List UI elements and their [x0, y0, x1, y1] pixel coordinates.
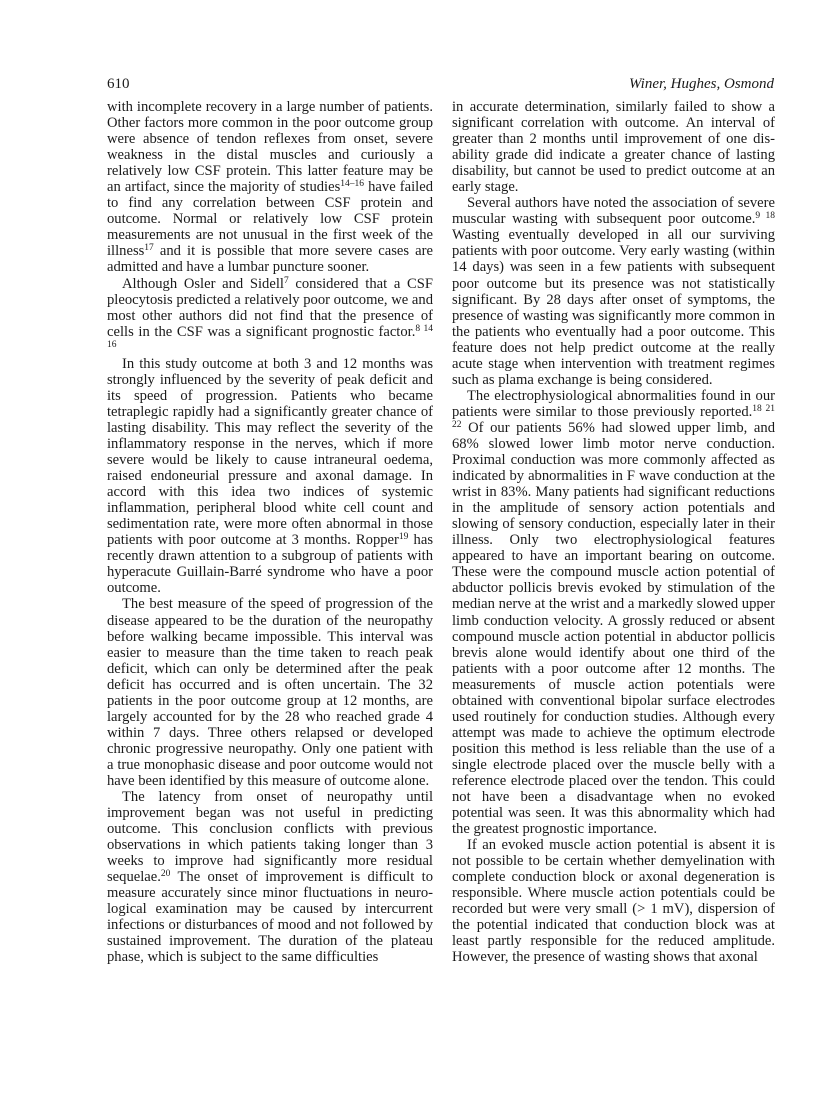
reference-citation: 7: [283, 275, 289, 286]
paragraph-text: The best measure of the speed of progression of the disease appeared to be the duration of the neuropathy before walking became impossible. This interval was easier to measure than the time taken to reach peak deficit, which can only be determined after the peak deficit has occurred and is often uncertain. The 32 patients in the poor outcome group at 12 months, are largely accounted for by the 28 who reached grade 4 within 7 days. Three others relapsed or developed chronic progressive neuropathy. Only one patient with a true monophasic disease and poor outcome would not have been identified by this measure of outcome alone.: [107, 596, 433, 789]
paragraph-text: in accurate determination, similarly failed to show a significant correlation with outcome. An interval of greater than 2 months until improvement of one disability grade did indicate a greater chance of lasting disability, but cannot be used to predict outcome at an early stage.: [452, 99, 775, 196]
paragraph-text: Several authors have noted the association of severe muscular wasting with subsequent poor outcome.: [452, 195, 775, 228]
body-paragraph: [452, 837, 775, 965]
body-paragraph: [107, 789, 433, 966]
paragraph-text: The onset of improvement is difficult to measure accurately since minor fluctuations in neurological examination may be caused by intercurrent infections or disturbances of mood and not followed by sustained improvement. The duration of the plateau phase, which is subject to the same difficulties: [107, 869, 433, 966]
left-column: [107, 99, 433, 966]
paragraph-text: have failed to find any correlation between CSF protein and outcome. Normal or relatively low CSF protein measurements are not unusual in the first week of the illness: [107, 179, 433, 260]
paragraph-text: The electrophysiological abnormalities found in our patients were similar to those previously reported.: [452, 387, 775, 420]
right-column: [452, 99, 775, 966]
paragraph-text: and it is possible that more severe cases are admitted and have a lumbar puncture sooner.: [107, 243, 433, 276]
body-paragraph: [452, 195, 775, 388]
paragraph-text: In this study outcome at both 3 and 12 months was strongly influenced by the severity of peak deficit and its speed of progression. Patients who became tetraplegic rapidly had a significantly greater chance of lasting disability. This may reflect the severity of the inflammatory response in the nerves, which if more severe would be likely to cause intraneural oedema, raised endoneurial pressure and axonal damage. In accord with this idea two indices of systemic inflammation, peripheral blood white cell count and sedimentation rate, were more often abnormal in those patients with poor outcome at 3 months. Ropper: [107, 355, 433, 549]
running-head-authors: Winer, Hughes, Osmond: [629, 76, 774, 92]
body-paragraph: [107, 596, 433, 789]
body-paragraph: [107, 276, 433, 356]
reference-citation: 17: [144, 243, 154, 254]
paragraph-text: The latency from onset of neuropathy until improvement began was not useful in predicting outcome. This conclusion conflicts with previous observations in which patients taking longer than 3 weeks to improve had significantly more residual sequelae.: [107, 789, 433, 886]
page-number: 610: [107, 76, 130, 92]
reference-citation: 20: [160, 869, 171, 880]
paragraph-text: Of our patients 56% had slowed upper limb, and 68% slowed lower limb motor nerve conduction. Proximal conduction was more commonly affected as indicated by abnormalities in F wave conduction at the wrist in 83%. Many patients had significant reductions in the amplitude of sensory action potentials and slowing of sensory conduction, especially later in their illness. Only two electrophysiological features appeared to have an important bearing on outcome. These were the compound muscle action potential of abductor pollicis brevis evoked by stimulation of the median nerve at the wrist and a markedly slowed upper limb conduction velocity. A grossly reduced or absent compound muscle action potential in abductor pollicis brevis alone would identify about one third of the patients with a poor outcome after 12 months. The measurements of muscle action potentials were obtained with conventional bipolar surface electrodes used routinely for conduction studies. Although every attempt was made to achieve the optimum electrode position this method is less reliable than the use of a single electrode placed over the muscle belly with a reference electrode placed over the tendon. This could not have been a disadvantage when no evoked potential was seen. It was this abnormality which had the greatest prognostic importance.: [452, 419, 775, 838]
reference-citation: 19: [398, 532, 409, 543]
reference-citation: 14–16: [340, 179, 365, 190]
body-paragraph: [452, 99, 775, 195]
reference-citation: 9 18: [755, 211, 775, 222]
body-paragraph: [107, 99, 433, 276]
paragraph-text: Although Osler and Sidell: [122, 275, 284, 292]
paragraph-text: Wasting eventually developed in all our surviving patients with poor outcome. Very early wasting (within 14 days) was seen in a few patients with subsequent poor outcome but its presence was not statistically significant. By 28 days after onset of symptoms, the presence of wasting was significantly more common in the patients who eventually had a poor outcome. This feature does not help predict outcome at the really acute stage when intervention with treatment regimes such as plama exchange is being considered.: [452, 227, 775, 388]
paragraph-text: has recently drawn attention to a subgroup of patients with hyperacute Guillain-Barré syndrome who have a poor outcome.: [107, 532, 434, 597]
reference-citation: 18 21 22: [452, 403, 776, 430]
reference-citation: 8 14 16: [107, 323, 434, 350]
body-paragraph: [452, 388, 775, 837]
paragraph-text: considered that a CSF pleocytosis predicted a relatively poor outcome, we and most other authors did not find that the presence of cells in the CSF was a significant prognostic factor.: [107, 275, 433, 340]
paragraph-text: with incomplete recovery in a large number of patients. Other factors more common in the poor outcome group were absence of tendon reflexes from onset, severe weakness in the distal muscles and curiously a relatively low CSF protein. This latter feature may be an artifact, since the majority of studies: [107, 99, 433, 196]
body-paragraph: [107, 356, 433, 597]
paragraph-text: If an evoked muscle action potential is absent it is not possible to be certain whether demyelination with complete conduction block or axonal degeneration is responsible. Where muscle action potentials could be recorded but were very small (> 1 mV), dispersion of the potential indicated that conduction block was at least partly responsible for the reduced amplitude. However, the presence of wasting shows that axonal: [452, 837, 775, 966]
